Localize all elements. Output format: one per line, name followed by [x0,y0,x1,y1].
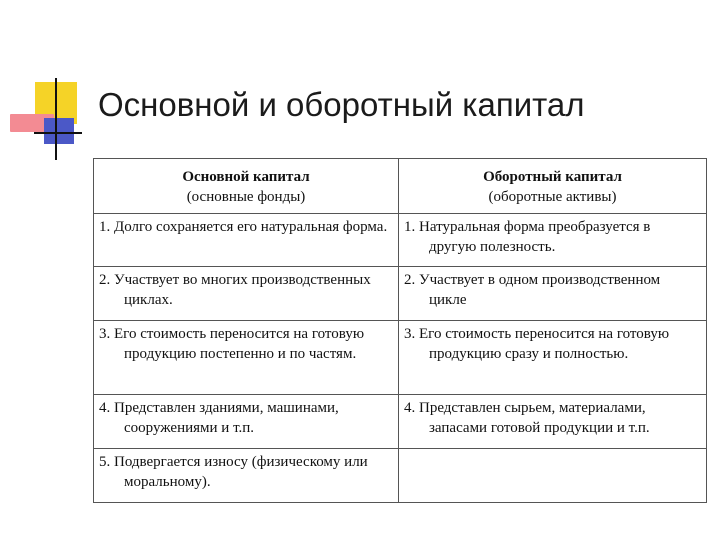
table-row [94,214,707,267]
header-fixed-capital-subtitle: (основные фонды) [186,189,306,205]
decor-horizontal-line [34,132,82,134]
table-header-row [94,159,707,214]
cell-text: 5. Подвергается износу (физическому или моральному). [99,454,368,490]
table-row [94,449,707,503]
table-cell-left [94,267,399,321]
decor-vertical-line [55,78,57,160]
cell-text: 4. Представлен зданиями, машинами, сооружениями и т.п. [99,400,339,436]
table-cell-left [94,395,399,449]
cell-text: 2. Участвует в одном производственном цикле [404,272,661,308]
header-working-capital-title: Оборотный капитал [483,169,622,185]
decor-blue-square [44,118,74,144]
table-cell-right [399,395,707,449]
table-cell-right [399,449,707,503]
slide-title: Основной и оборотный капитал [98,86,585,123]
comparison-table [93,158,707,503]
header-fixed-capital [94,159,399,214]
cell-text: 1. Долго сохраняется его натуральная форма. [99,219,388,235]
cell-text: 2. Участвует во многих производственных циклах. [99,272,371,308]
header-working-capital [399,159,707,214]
table-row [94,267,707,321]
header-fixed-capital-title: Основной капитал [182,169,310,185]
cell-text: 1. Натуральная форма преобразуется в другую полезность. [404,219,651,255]
table-cell-right [399,321,707,395]
table-cell-left [94,449,399,503]
cell-text: 3. Его стоимость переносится на готовую продукцию сразу и полностью. [404,326,670,362]
table-cell-left [94,214,399,267]
table-cell-right [399,267,707,321]
table-row [94,321,707,395]
cell-text: 4. Представлен сырьем, материалами, запасами готовой продукции и т.п. [404,400,650,436]
cell-text: 3. Его стоимость переносится на готовую продукцию постепенно и по частям. [99,326,365,362]
table-cell-right [399,214,707,267]
header-working-capital-subtitle: (оборотные активы) [488,189,617,205]
table-cell-left [94,321,399,395]
table-row [94,395,707,449]
